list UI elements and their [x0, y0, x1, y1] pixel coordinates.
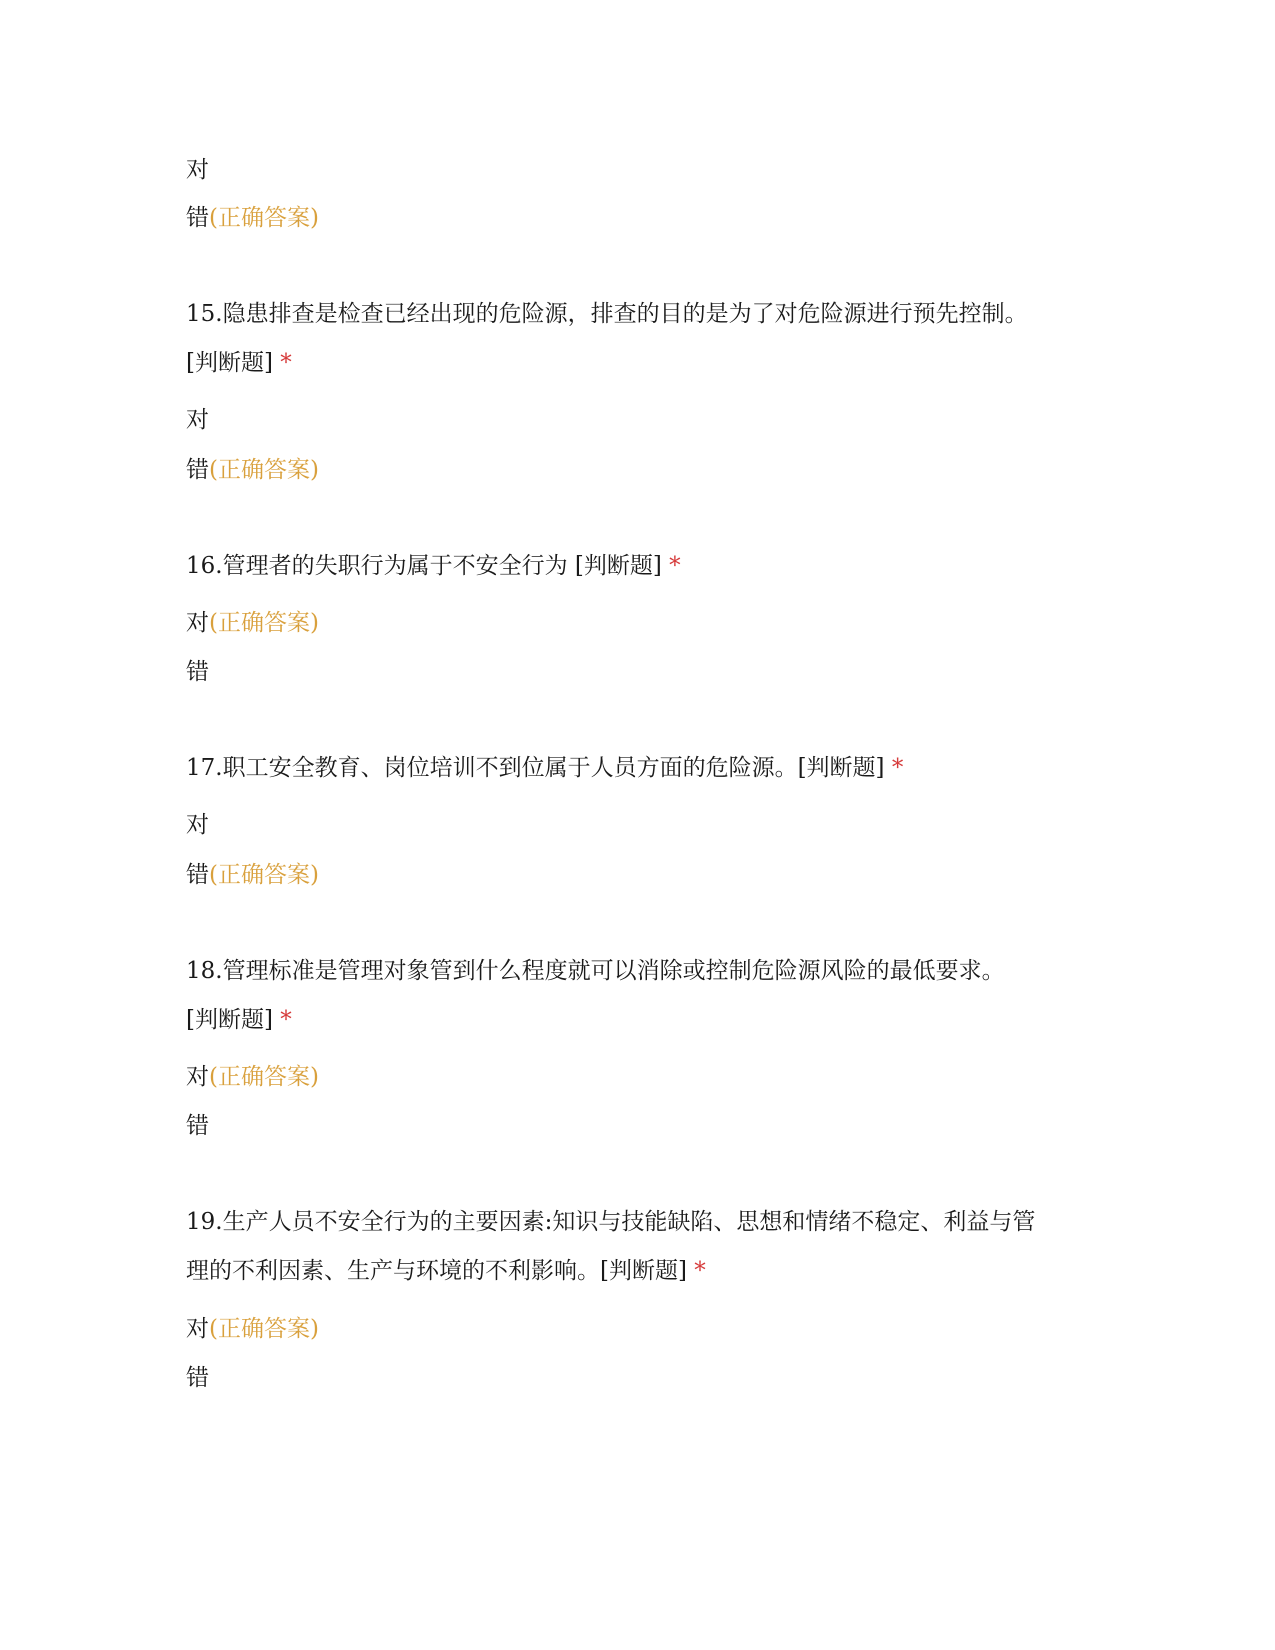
- question-17-text-line-1: 17.职工安全教育、岗位培训不到位属于人员方面的危险源。[判断题] *: [186, 755, 904, 781]
- question-15-option-false: 错(正确答案): [186, 457, 319, 483]
- correct-answer-tag: (正确答案): [209, 457, 319, 483]
- correct-answer-tag: (正确答案): [209, 1064, 319, 1090]
- question-18-option-false: 错: [186, 1113, 209, 1139]
- question-17-option-true: 对: [186, 812, 209, 838]
- question-18-text-line-2: [判断题] *: [186, 1007, 292, 1033]
- question-19-text-line-1: 19.生产人员不安全行为的主要因素:知识与技能缺陷、思想和情绪不稳定、利益与管: [186, 1209, 1036, 1235]
- question-15-text-line-1: 15.隐患排查是检查已经出现的危险源，排查的目的是为了对危险源进行预先控制。: [186, 301, 1028, 327]
- question-17-option-false: 错(正确答案): [186, 862, 319, 888]
- question-15-option-true: 对: [186, 407, 209, 433]
- required-mark: *: [280, 1007, 292, 1033]
- required-mark: *: [891, 755, 904, 781]
- required-mark: *: [280, 350, 292, 376]
- question-19-option-false: 错: [186, 1365, 209, 1391]
- required-mark: *: [669, 553, 681, 579]
- required-mark: *: [694, 1258, 706, 1284]
- correct-answer-tag: (正确答案): [209, 205, 319, 231]
- question-19-text-line-2: 理的不利因素、生产与环境的不利影响。[判断题] *: [186, 1258, 706, 1284]
- correct-answer-tag: (正确答案): [209, 862, 319, 888]
- question-18-text-line-1: 18.管理标准是管理对象管到什么程度就可以消除或控制危险源风险的最低要求。: [186, 958, 1005, 984]
- question-19-option-true: 对(正确答案): [186, 1316, 319, 1342]
- correct-answer-tag: (正确答案): [209, 1316, 319, 1342]
- option-false: 错(正确答案): [186, 205, 319, 231]
- question-15-text-line-2: [判断题] *: [186, 350, 292, 376]
- question-18-option-true: 对(正确答案): [186, 1064, 319, 1090]
- option-true: 对: [186, 157, 209, 183]
- question-16-option-true: 对(正确答案): [186, 610, 319, 636]
- question-16-option-false: 错: [186, 659, 209, 685]
- question-16-text-line-1: 16.管理者的失职行为属于不安全行为 [判断题] *: [186, 553, 681, 579]
- correct-answer-tag: (正确答案): [209, 610, 319, 636]
